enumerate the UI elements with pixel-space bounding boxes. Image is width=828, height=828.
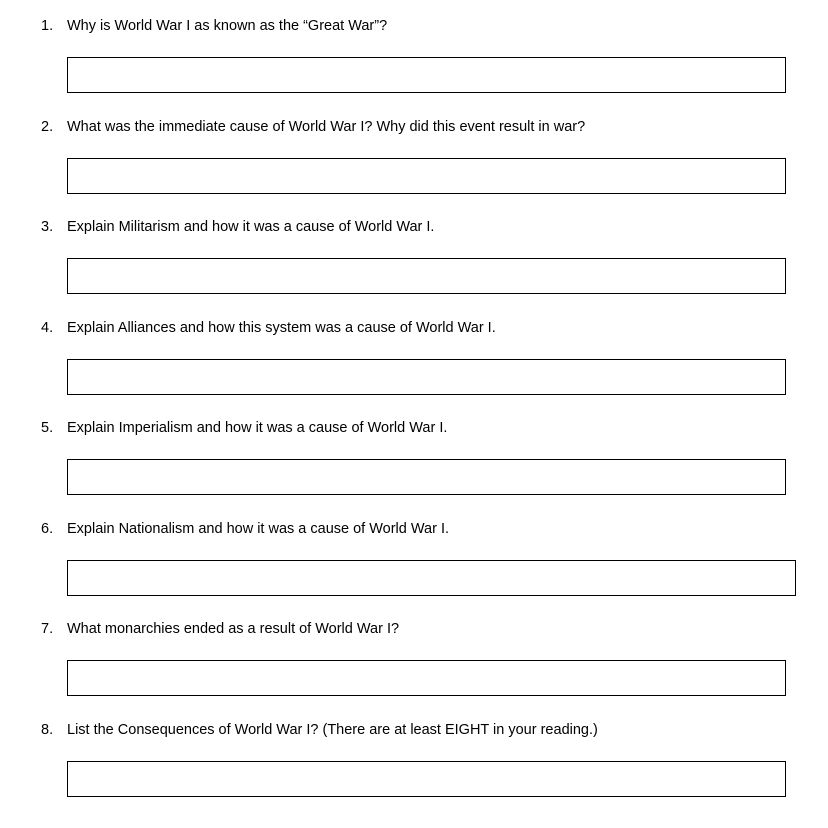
- question-line: [0, 118, 828, 136]
- question-number: 8.: [41, 722, 54, 738]
- answer-box-1[interactable]: [67, 57, 786, 93]
- answer-box-7[interactable]: [67, 660, 786, 696]
- question-line: [0, 419, 828, 437]
- question-line: [0, 218, 828, 236]
- question-text: Explain Imperialism and how it was a cause of World War I.: [67, 420, 448, 436]
- question-text: Explain Nationalism and how it was a cause of World War I.: [67, 521, 449, 537]
- answer-box-4[interactable]: [67, 359, 786, 395]
- question-line: [0, 721, 828, 739]
- question-number: 6.: [41, 521, 54, 537]
- answer-box-5[interactable]: [67, 459, 786, 495]
- question-text: What was the immediate cause of World War I? Why did this event result in war?: [67, 119, 586, 135]
- question-number: 2.: [41, 119, 54, 135]
- answer-box-3[interactable]: [67, 258, 786, 294]
- answer-box-2[interactable]: [67, 158, 786, 194]
- question-line: [0, 17, 828, 35]
- question-number: 1.: [41, 18, 54, 34]
- question-line: [0, 520, 828, 538]
- question-line: [0, 620, 828, 638]
- question-text: Why is World War I as known as the “Great War”?: [67, 18, 388, 34]
- question-line: [0, 319, 828, 337]
- answer-box-8[interactable]: [67, 761, 786, 797]
- answer-box-6[interactable]: [67, 560, 796, 596]
- question-text: List the Consequences of World War I? (There are at least EIGHT in your reading.): [67, 722, 598, 738]
- question-number: 4.: [41, 320, 54, 336]
- question-number: 7.: [41, 621, 54, 637]
- question-text: What monarchies ended as a result of World War I?: [67, 621, 400, 637]
- question-number: 3.: [41, 219, 54, 235]
- question-text: Explain Militarism and how it was a cause of World War I.: [67, 219, 435, 235]
- question-number: 5.: [41, 420, 54, 436]
- question-text: Explain Alliances and how this system was a cause of World War I.: [67, 320, 496, 336]
